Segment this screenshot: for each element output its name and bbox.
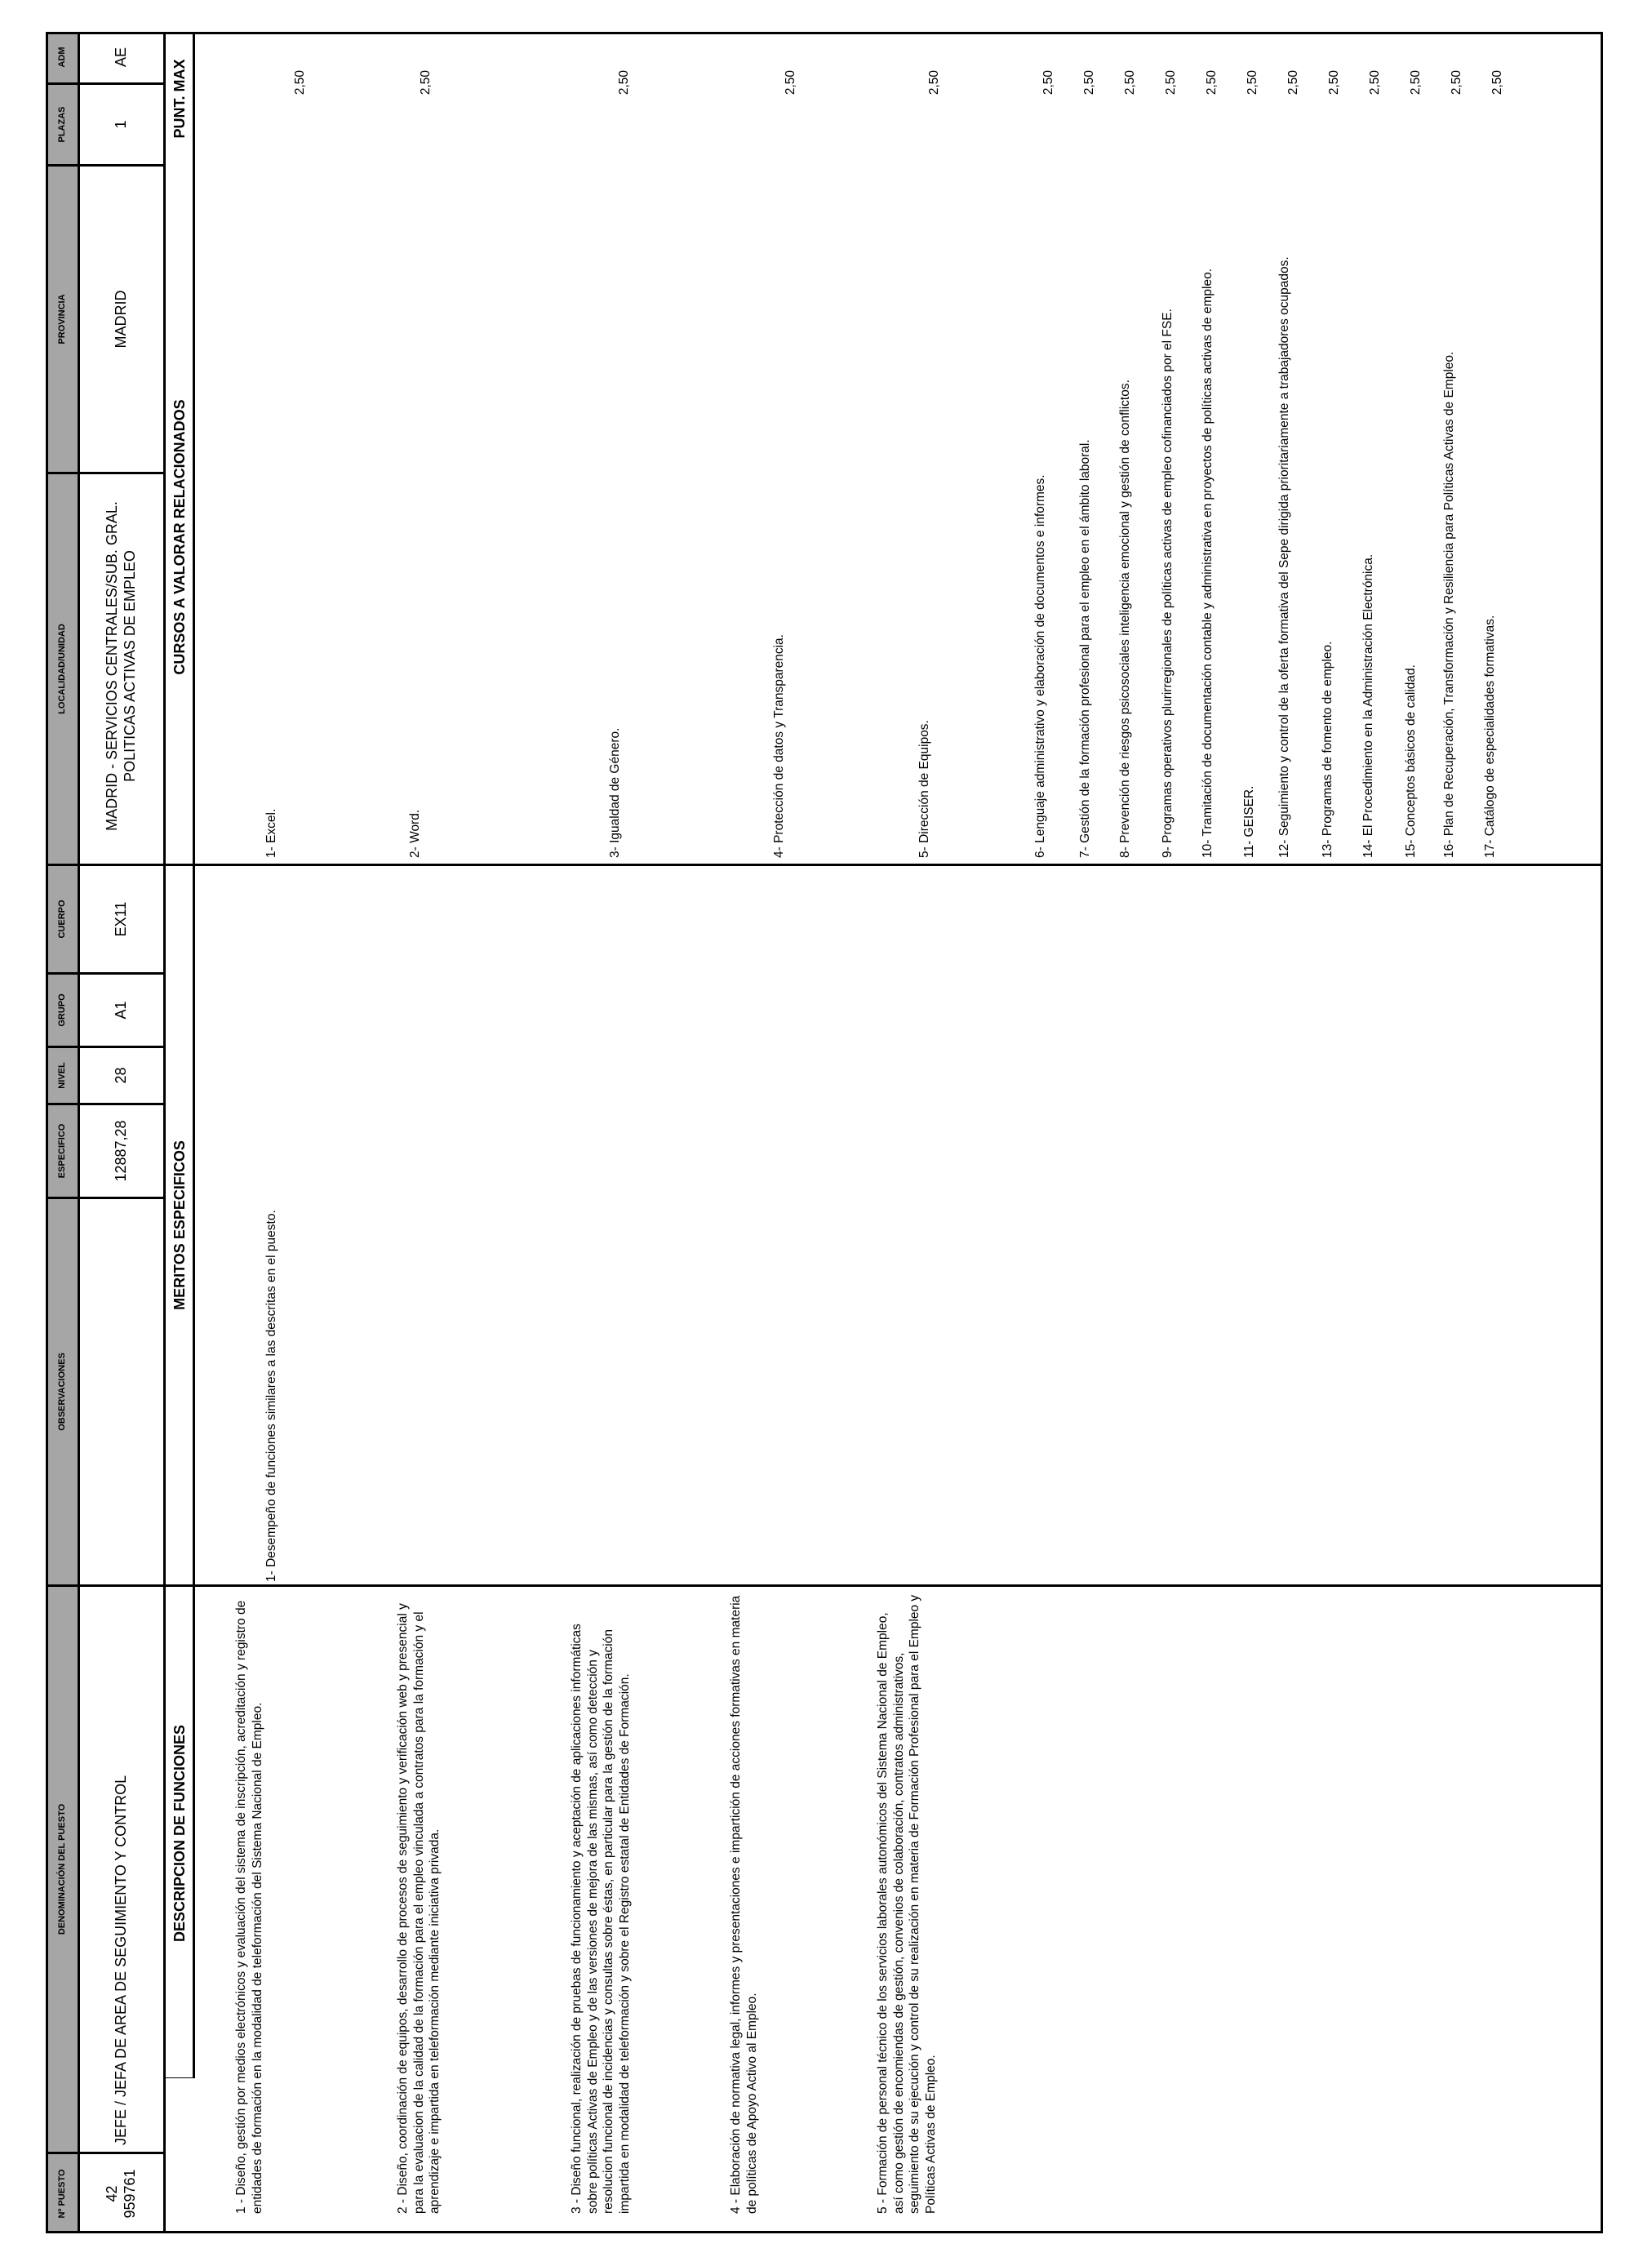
curso-4-score: 2,50	[784, 70, 797, 96]
section-funciones-title: DESCRIPCION DE FUNCIONES	[171, 1724, 188, 1943]
curso-17: 17- Catálogo de especialidades formativas.	[1483, 615, 1497, 858]
header-grupo: GRUPO	[57, 993, 67, 1027]
curso-5-score: 2,50	[927, 70, 941, 96]
header-cuerpo: CUERPO	[57, 900, 67, 939]
curso-7: 7- Gestión de la formación profesional para el empleo en el ámbito laboral.	[1078, 439, 1092, 858]
header-plazas: PLAZAS	[57, 106, 67, 143]
funcion-3: 3 - Diseño funcional, realización de pruebas de funcionamiento y aceptación de aplicaciones informáticas sobre políticas Activas de Empleo y de las versiones de mejora de las mismas, así como detección y resolucion funcional de incidencias y consultas sobre éstas, en particular para la gestión de la formación impartida en modalidad de teleformación y sobre el Registro estatal de Entidades de Formación.	[570, 1624, 632, 2214]
curso-8-score: 2,50	[1123, 70, 1137, 96]
curso-12: 12- Seguimiento y control de la oferta formativa del Sepe dirigida prioritariamente a trabajadores ocupados.	[1277, 256, 1291, 858]
header-n-puesto: Nº PUESTO	[57, 2169, 67, 2219]
header-localidad: LOCALIDAD/UNIDAD	[57, 624, 67, 714]
row-bottom-line	[163, 32, 166, 2233]
funcion-2: 2 - Diseño, coordinación de equipos, desarrollo de procesos de seguimiento y verificación web y presencial y para la evaluacion de la calidad de la formación para el empleo vinculada a contratos para la formación y el aprendizaje e impartida en teleformación mediante iniciativa privada.	[396, 1603, 442, 2214]
header-especifico: ESPECIFICO	[57, 1123, 67, 1179]
row-cuerpo: EX11	[113, 901, 130, 937]
row-n-puesto-line1: 42	[104, 2185, 121, 2202]
curso-14-score: 2,50	[1368, 70, 1382, 96]
curso-8: 8- Prevención de riesgos psicosociales inteligencia emocional y gestión de conflictos.	[1118, 380, 1132, 858]
funcion-5: 5 - Formación de personal técnico de los servicios laborales autonómicos del Sistema Nacional de Empleo, así como gestión de encomiendas de gestión, convenios de colaboración, contratos administrativos, seguimiento de su ejecución y control de su realización en materia de Formación Profesional para el Empleo y Políticas Activas de Empleo.	[876, 1594, 938, 2214]
header-observaciones: OBSERVACIONES	[57, 1353, 67, 1431]
header-provincia: PROVINCIA	[57, 294, 67, 344]
row-denominacion: JEFE / JEFA DE AREA DE SEGUIMIENTO Y CONTROL	[113, 1775, 130, 2145]
curso-10-score: 2,50	[1205, 70, 1219, 96]
curso-7-score: 2,50	[1082, 70, 1096, 96]
row-especifico: 12887,28	[113, 1120, 130, 1182]
header-adm: ADM	[57, 47, 67, 68]
curso-2-score: 2,50	[419, 70, 433, 96]
curso-10: 10- Tramitación de documentación contable y administrativa en proyectos de políticas activas de empleo.	[1201, 269, 1215, 858]
merito-1: 1- Desempeño de funciones similares a las descritas en el puesto.	[264, 1210, 278, 1582]
row-observaciones	[80, 1199, 163, 1584]
curso-3-score: 2,50	[617, 70, 631, 96]
curso-15-score: 2,50	[1409, 70, 1423, 96]
curso-13: 13- Programas de fomento de empleo.	[1321, 641, 1334, 858]
row-adm: AE	[113, 47, 130, 68]
section-title-line	[193, 32, 195, 2078]
body-sep-2	[163, 864, 1603, 866]
curso-5: 5- Dirección de Equipos.	[917, 720, 931, 858]
curso-16: 16- Plan de Recuperación, Transformación y Resiliencia para Políticas Activas de Empleo.	[1442, 351, 1456, 858]
curso-11: 11- GEISER.	[1242, 785, 1256, 858]
curso-13-score: 2,50	[1327, 70, 1341, 96]
header-denominacion: DENOMINACIÓN DEL PUESTO	[57, 1803, 67, 1935]
row-n-puesto	[80, 2154, 163, 2233]
curso-6: 6- Lenguaje administrativo y elaboración de documentos e informes.	[1033, 474, 1047, 858]
body-sep-1	[163, 1584, 1603, 1587]
curso-1-score: 2,50	[293, 70, 307, 96]
curso-12-score: 2,50	[1286, 70, 1300, 96]
row-localidad: MADRID - SERVICIOS CENTRALES/SUB. GRAL. POLITICAS ACTIVAS DE EMPLEO	[104, 501, 138, 831]
curso-11-score: 2,50	[1246, 70, 1259, 96]
funcion-1: 1 - Diseño, gestión por medios electrónicos y evaluación del sistema de inscripción, acreditación y registro de entidades de formación en la modalidad de teleformación del Sistema Nacional de Empleo.	[234, 1600, 264, 2214]
row-n-puesto-line2: 959761	[122, 2169, 138, 2219]
curso-16-score: 2,50	[1450, 70, 1463, 96]
curso-4: 4- Protección de datos y Transparencia.	[772, 634, 786, 858]
curso-1: 1- Excel.	[264, 808, 278, 858]
row-nivel: 28	[113, 1067, 130, 1084]
curso-9-score: 2,50	[1164, 70, 1178, 96]
section-meritos-title: MERITOS ESPECIFICOS	[171, 1140, 188, 1310]
curso-14: 14- El Procedimiento en la Administración Electrónica.	[1361, 553, 1375, 858]
row-plazas: 1	[113, 120, 130, 129]
curso-3: 3- Igualdad de Género.	[608, 727, 622, 858]
section-puntmax-title: PUNT. MAX	[171, 59, 188, 139]
curso-2: 2- Word.	[408, 809, 422, 858]
header-nivel: NIVEL	[57, 1062, 67, 1089]
curso-17-score: 2,50	[1490, 70, 1504, 96]
curso-15: 15- Conceptos básicos de calidad.	[1404, 664, 1418, 858]
row-grupo: A1	[113, 1001, 130, 1020]
row-provincia: MADRID	[113, 290, 130, 349]
curso-6-score: 2,50	[1041, 70, 1055, 96]
funcion-4: 4 - Elaboración de normativa legal, informes y presentaciones e impartición de acciones formativas en materia de políticas de Apoyo Activo al Empleo.	[729, 1595, 759, 2214]
section-cursos-title: CURSOS A VALORAR RELACIONADOS	[171, 399, 188, 675]
curso-9: 9- Programas operativos plurirregionales de políticas activas de empleo cofinanciados por el FSE.	[1161, 309, 1175, 858]
